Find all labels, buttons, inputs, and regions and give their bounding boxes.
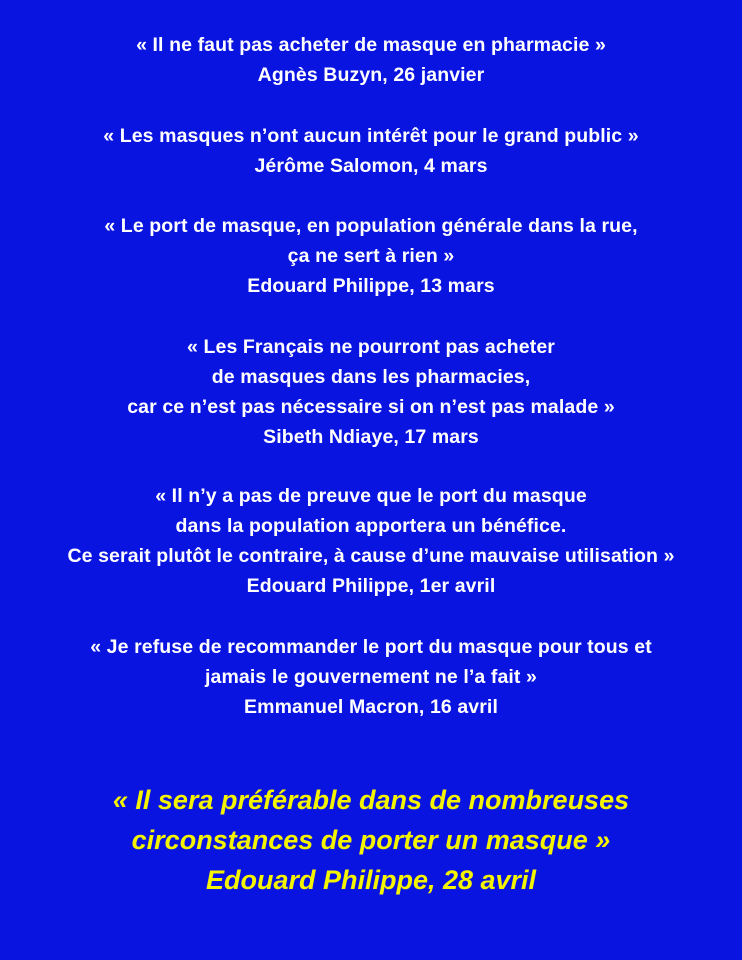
quote-4-line-3: car ce n’est pas nécessaire si on n’est pas malade »	[127, 396, 615, 418]
quote-4-line-1: « Les Français ne pourront pas acheter	[187, 336, 555, 358]
quote-5-line-3: Ce serait plutôt le contraire, à cause d’une mauvaise utilisation »	[67, 545, 675, 567]
quote-5-line-2: dans la population apportera un bénéfice.	[175, 515, 567, 537]
final-quote-line-2: circonstances de porter un masque »	[131, 825, 611, 855]
quote-6-line-1: « Je refuse de recommander le port du masque pour tous et	[90, 636, 652, 658]
quote-1-attribution: Agnès Buzyn, 26 janvier	[257, 64, 485, 86]
quote-2-attribution: Jérôme Salomon, 4 mars	[254, 155, 488, 177]
quote-6-attribution: Emmanuel Macron, 16 avril	[244, 696, 498, 718]
quote-2-line-1: « Les masques n’ont aucun intérêt pour le grand public »	[103, 125, 639, 147]
quote-5-line-1: « Il n’y a pas de preuve que le port du masque	[155, 485, 587, 507]
quote-3-line-2: ça ne sert à rien »	[287, 245, 455, 267]
quote-1-line-1: « Il ne faut pas acheter de masque en pharmacie »	[136, 34, 606, 56]
final-quote-line-1: « Il sera préférable dans de nombreuses	[112, 785, 630, 815]
quote-3-attribution: Edouard Philippe, 13 mars	[247, 275, 495, 297]
quote-4-line-2: de masques dans les pharmacies,	[211, 366, 531, 388]
final-quote-attribution: Edouard Philippe, 28 avril	[205, 865, 537, 895]
quote-6-line-2: jamais le gouvernement ne l’a fait »	[205, 666, 537, 688]
quote-5-attribution: Edouard Philippe, 1er avril	[246, 575, 496, 597]
quote-3-line-1: « Le port de masque, en population générale dans la rue,	[104, 215, 638, 237]
quote-4-attribution: Sibeth Ndiaye, 17 mars	[263, 426, 479, 448]
